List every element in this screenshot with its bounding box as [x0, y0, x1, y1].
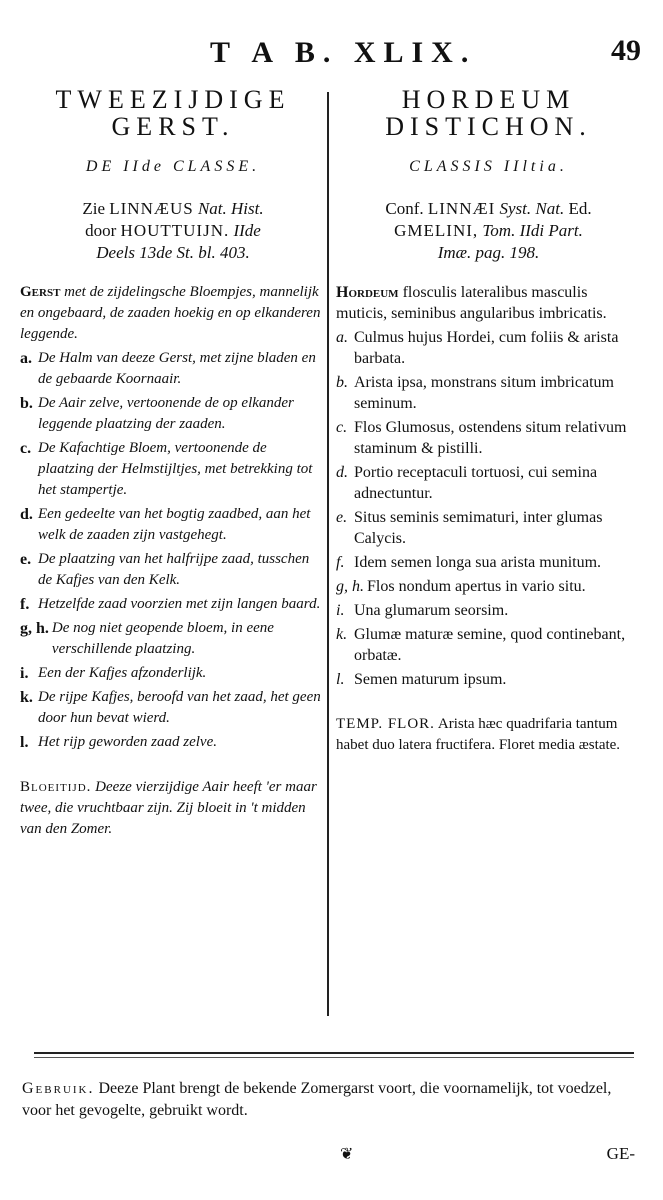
dutch-entry-label: g, h. — [20, 620, 49, 637]
latin-lead-text: flosculis lateralibus masculis muticis, seminibus angularibus imbricatis. — [336, 284, 607, 322]
latin-entry — [336, 327, 641, 369]
catchword: GE- — [606, 1144, 635, 1163]
dutch-lead-entry — [20, 282, 326, 345]
dutch-title-line2: GERST. — [111, 112, 235, 141]
bloeitijd-label: Bloeitijd. — [20, 779, 92, 795]
dutch-entry — [20, 549, 326, 591]
latin-entries — [336, 282, 641, 690]
ref-linnaeus: LINNÆUS — [109, 199, 194, 218]
dutch-entry — [20, 732, 326, 753]
latin-entry-text: Glumæ maturæ semine, quod continebant, orbatæ. — [354, 626, 626, 664]
ref-syst-nat: Syst. Nat. — [499, 199, 565, 218]
ref-pag: Imæ. pag. 198. — [437, 243, 540, 262]
dutch-entries — [20, 282, 326, 753]
latin-entry-label: e. — [336, 509, 348, 526]
footer-rule — [34, 1052, 634, 1054]
latin-entry — [336, 417, 641, 459]
column-divider — [327, 92, 329, 1016]
ref-iide: IIde — [233, 221, 261, 240]
latin-title-line2: DISTICHON. — [385, 112, 592, 141]
latin-entry-text: Una glumarum seorsim. — [354, 602, 509, 619]
dutch-classe: DE IIde CLASSE. — [85, 158, 261, 175]
ref-ed: Ed. — [568, 199, 592, 218]
dutch-entry — [20, 504, 326, 546]
dutch-column — [20, 86, 326, 840]
ref-houttuijn: HOUTTUIJN. — [120, 221, 230, 240]
latin-reference — [336, 198, 641, 264]
latin-entry — [336, 600, 641, 621]
dutch-entry-text: Hetzelfde zaad voorzien met zijn langen baard. — [38, 596, 321, 612]
ref-tom: Tom. IIdi Part. — [482, 221, 583, 240]
latin-entry-text: Semen maturum ipsum. — [354, 671, 507, 688]
latin-entry-text: Situs seminis semimaturi, inter glumas Calycis. — [354, 509, 603, 547]
latin-temp-flor — [336, 714, 641, 756]
latin-entry-label: l. — [336, 671, 345, 688]
dutch-entry — [20, 594, 326, 615]
latin-entry-text: Flos Glumosus, ostendens situm relativum staminum & pistilli. — [354, 419, 627, 457]
dutch-bloeitijd — [20, 777, 326, 840]
dutch-lead-text: met de zijdelingsche Bloempjes, mannelijk en ongebaard, de zaaden hoekig en op elkanderen leggende. — [20, 284, 321, 342]
page-header — [0, 30, 663, 80]
latin-entry-label: f. — [336, 554, 345, 571]
dutch-entry-label: l. — [20, 734, 29, 751]
dutch-entry-label: d. — [20, 506, 33, 523]
latin-entry-label: g, h. — [336, 578, 364, 595]
dutch-lead-word: Gerst — [20, 284, 61, 300]
temp-flor-label: TEMP. FLOR. — [336, 716, 435, 732]
latin-lead-word: Hordeum — [336, 284, 399, 301]
latin-entry-text: Culmus hujus Hordei, cum foliis & arista barbata. — [354, 329, 619, 367]
latin-entry — [336, 552, 641, 573]
dutch-entry-label: a. — [20, 350, 32, 367]
dutch-entry-text: De plaatzing van het halfrijpe zaad, tusschen de Kafjes van den Kelk. — [38, 551, 310, 588]
dutch-entry-label: f. — [20, 596, 30, 613]
latin-entry-label: k. — [336, 626, 348, 643]
dutch-entry-text: De Kafachtige Bloem, vertoonende de plaatzing der Helmstijltjes, met betrekking tot het stampertje. — [38, 440, 313, 498]
plate-title: T A B. XLIX. — [210, 36, 477, 69]
latin-entry — [336, 462, 641, 504]
ref-conf: Conf. — [385, 199, 424, 218]
ref-gmelini: GMELINI, — [394, 221, 479, 240]
dutch-entry-label: e. — [20, 551, 32, 568]
latin-entry-text: Portio receptaculi tortuosi, cui semina adnectuntur. — [354, 464, 598, 502]
ref-nat-hist: Nat. Hist. — [197, 199, 264, 218]
dutch-entry-text: Een gedeelte van het bogtig zaadbed, aan het welk de zaaden zijn vastgehegt. — [38, 506, 311, 543]
dutch-entry-text: De Halm van deeze Gerst, met zijne bladen en de gebaarde Koornaair. — [38, 350, 316, 387]
dutch-entry-text: De rijpe Kafjes, beroofd van het zaad, het geen door hun bevat wierd. — [38, 689, 321, 726]
latin-column — [336, 86, 641, 756]
dutch-entry-text: De nog niet geopende bloem, in eene verschillende plaatzing. — [51, 620, 274, 657]
latin-entry-text: Idem semen longa sua arista munitum. — [354, 554, 602, 571]
gebruik-text: Deeze Plant brengt de bekende Zomergarst voort, die voornamelijk, tot voedzel, voor het gevogelte, gebruikt wordt. — [22, 1080, 612, 1119]
latin-entry — [336, 669, 641, 690]
dutch-entry-label: c. — [20, 440, 32, 457]
latin-entry-label: d. — [336, 464, 348, 481]
ref-zie: Zie — [82, 199, 106, 218]
latin-entry — [336, 624, 641, 666]
latin-entry-label: i. — [336, 602, 345, 619]
dutch-entry-label: i. — [20, 665, 29, 682]
temp-flor-text: Arista hæc quadrifaria tantum habet duo latera fructifera. Floret media æstate. — [336, 716, 621, 753]
dutch-entry-text: Een der Kafjes afzonderlijk. — [38, 665, 207, 681]
dutch-entry-text: Het rijp geworden zaad zelve. — [38, 734, 217, 750]
ref-linnaei: LINNÆI — [427, 199, 496, 218]
latin-entry — [336, 507, 641, 549]
ref-deels: Deels 13de St. bl. 403. — [96, 243, 250, 262]
latin-entry — [336, 372, 641, 414]
dutch-entry — [20, 393, 326, 435]
dutch-entry — [20, 663, 326, 684]
footer-rule-thin — [34, 1057, 634, 1058]
bloeitijd-text: Deeze vierzijdige Aair heeft 'er maar twee, die vruchtbaar zijn. Zij bloeit in 't midden van den Zomer. — [20, 779, 317, 837]
gebruik-label: Gebruik. — [22, 1080, 95, 1097]
latin-entry-label: a. — [336, 329, 348, 346]
page-number: 49 — [611, 34, 641, 67]
dutch-entry-label: k. — [20, 689, 33, 706]
ref-door: door — [85, 221, 117, 240]
latin-entry-label: c. — [336, 419, 348, 436]
gebruik-paragraph — [22, 1078, 642, 1122]
latin-classis: CLASSIS IIltia. — [409, 158, 568, 175]
latin-entry — [336, 576, 641, 597]
dutch-title-line1: TWEEZIJDIGE — [55, 85, 291, 114]
dutch-entry — [20, 438, 326, 501]
latin-title-line1: HORDEUM — [401, 85, 576, 114]
latin-entry-text: Arista ipsa, monstrans situm imbricatum seminum. — [354, 374, 614, 412]
dutch-entry-label: b. — [20, 395, 33, 412]
dutch-reference — [20, 198, 326, 264]
printer-ornament-icon: ❦ — [340, 1144, 354, 1163]
dutch-entry-text: De Aair zelve, vertoonende de op elkander leggende plaatzing der zaaden. — [38, 395, 294, 432]
dutch-entry — [20, 618, 326, 660]
latin-entry-text: Flos nondum apertus in vario situ. — [367, 578, 586, 595]
dutch-entry — [20, 348, 326, 390]
latin-entry-label: b. — [336, 374, 348, 391]
latin-lead-entry — [336, 282, 641, 324]
dutch-entry — [20, 687, 326, 729]
